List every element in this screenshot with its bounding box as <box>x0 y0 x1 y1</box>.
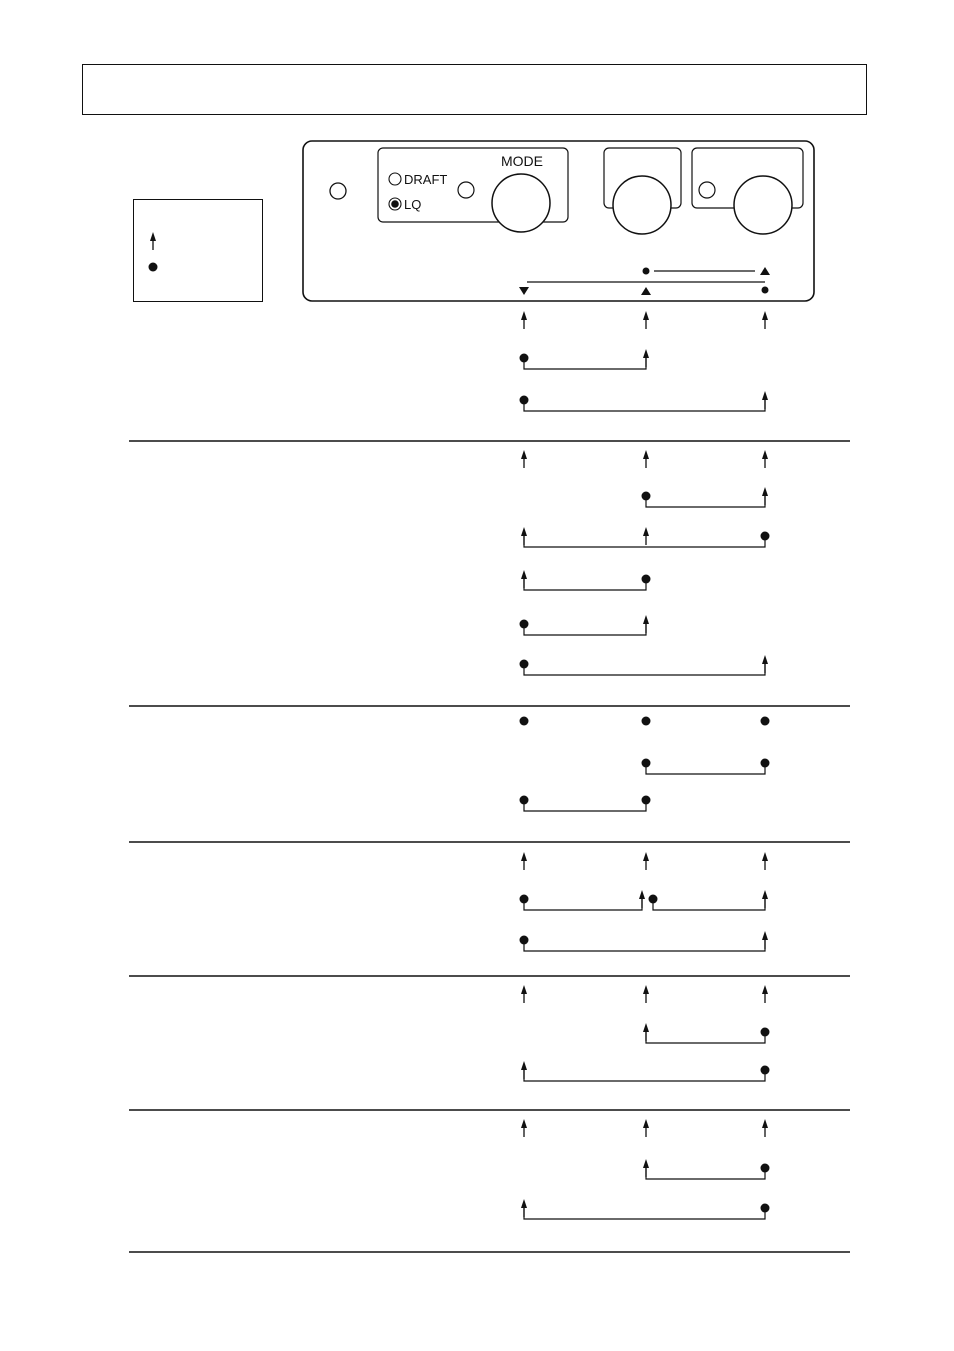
bracket-line <box>524 579 646 590</box>
arrow-icon <box>643 1119 649 1128</box>
legend-arrow-icon <box>150 232 156 250</box>
dot-icon <box>520 620 529 629</box>
arrow-icon <box>762 852 768 861</box>
bracket-line <box>524 358 646 369</box>
control-panel <box>303 141 814 301</box>
dot-icon <box>520 717 529 726</box>
mode-lamp-icon <box>458 182 474 198</box>
legend-dot-icon <box>149 263 158 272</box>
arrow-icon <box>521 570 527 579</box>
dot-icon <box>761 1164 770 1173</box>
bracket-line <box>524 536 765 547</box>
arrow-icon <box>521 450 527 459</box>
arrow-icon <box>521 1061 527 1070</box>
arrow-icon <box>762 391 768 400</box>
panel-up-triangle-icon <box>641 287 651 295</box>
dot-icon <box>520 396 529 405</box>
panel-dot-icon <box>643 268 650 275</box>
arrow-icon <box>762 1119 768 1128</box>
dot-icon <box>649 895 658 904</box>
arrow-icon <box>762 450 768 459</box>
dot-icon <box>642 492 651 501</box>
dot-icon <box>642 759 651 768</box>
arrow-icon <box>521 1199 527 1208</box>
arrow-icon <box>521 852 527 861</box>
section-separators <box>129 441 850 1252</box>
bracket-line <box>524 400 765 411</box>
dot-icon <box>520 936 529 945</box>
arrow-icon <box>643 615 649 624</box>
arrow-icon <box>521 527 527 536</box>
arrow-icon <box>762 890 768 899</box>
dot-icon <box>761 532 770 541</box>
dot-icon <box>761 1066 770 1075</box>
draft-lamp-icon <box>389 173 401 185</box>
mode-label: MODE <box>501 153 543 169</box>
key-combination-rows <box>520 311 770 1219</box>
bracket-line <box>524 1208 765 1219</box>
panel-down-triangle-icon <box>519 287 529 295</box>
bracket-line <box>524 940 765 951</box>
bracket-line <box>646 496 765 507</box>
arrow-icon <box>643 349 649 358</box>
arrow-icon <box>521 311 527 320</box>
dot-icon <box>761 1028 770 1037</box>
dot-icon <box>761 759 770 768</box>
dot-icon <box>520 796 529 805</box>
dot-icon <box>761 717 770 726</box>
bracket-line <box>524 800 646 811</box>
lq-lamp-lit-icon <box>391 200 399 208</box>
dot-icon <box>520 895 529 904</box>
bracket-line <box>524 664 765 675</box>
arrow-icon <box>521 1119 527 1128</box>
arrow-icon <box>643 527 649 536</box>
arrow-icon <box>643 1023 649 1032</box>
mode-button[interactable] <box>492 174 550 232</box>
arrow-icon <box>643 852 649 861</box>
arrow-icon <box>762 311 768 320</box>
arrow-icon <box>521 985 527 994</box>
draft-label: DRAFT <box>404 172 448 187</box>
panel-up-triangle-icon <box>760 267 770 275</box>
arrow-icon <box>643 450 649 459</box>
arrow-icon <box>762 655 768 664</box>
bracket-line <box>646 1032 765 1043</box>
arrow-icon <box>643 985 649 994</box>
arrow-icon <box>762 487 768 496</box>
dot-icon <box>642 796 651 805</box>
arrow-icon <box>643 311 649 320</box>
bracket-line <box>524 1070 765 1081</box>
bracket-line <box>646 1168 765 1179</box>
dot-icon <box>520 660 529 669</box>
dot-icon <box>761 1204 770 1213</box>
arrow-icon <box>762 985 768 994</box>
lq-label: LQ <box>404 197 422 212</box>
panel-dot-icon <box>762 287 769 294</box>
right-button[interactable] <box>734 176 792 234</box>
bracket-line <box>524 899 642 910</box>
dot-icon <box>642 575 651 584</box>
arrow-icon <box>762 931 768 940</box>
right-lamp-icon <box>699 182 715 198</box>
dot-icon <box>520 354 529 363</box>
dot-icon <box>642 717 651 726</box>
bracket-line <box>646 763 765 774</box>
arrow-icon <box>643 1159 649 1168</box>
power-lamp-icon <box>330 183 346 199</box>
bracket-line <box>653 899 765 910</box>
bracket-line <box>524 624 646 635</box>
center-button[interactable] <box>613 176 671 234</box>
arrow-icon <box>639 890 645 899</box>
